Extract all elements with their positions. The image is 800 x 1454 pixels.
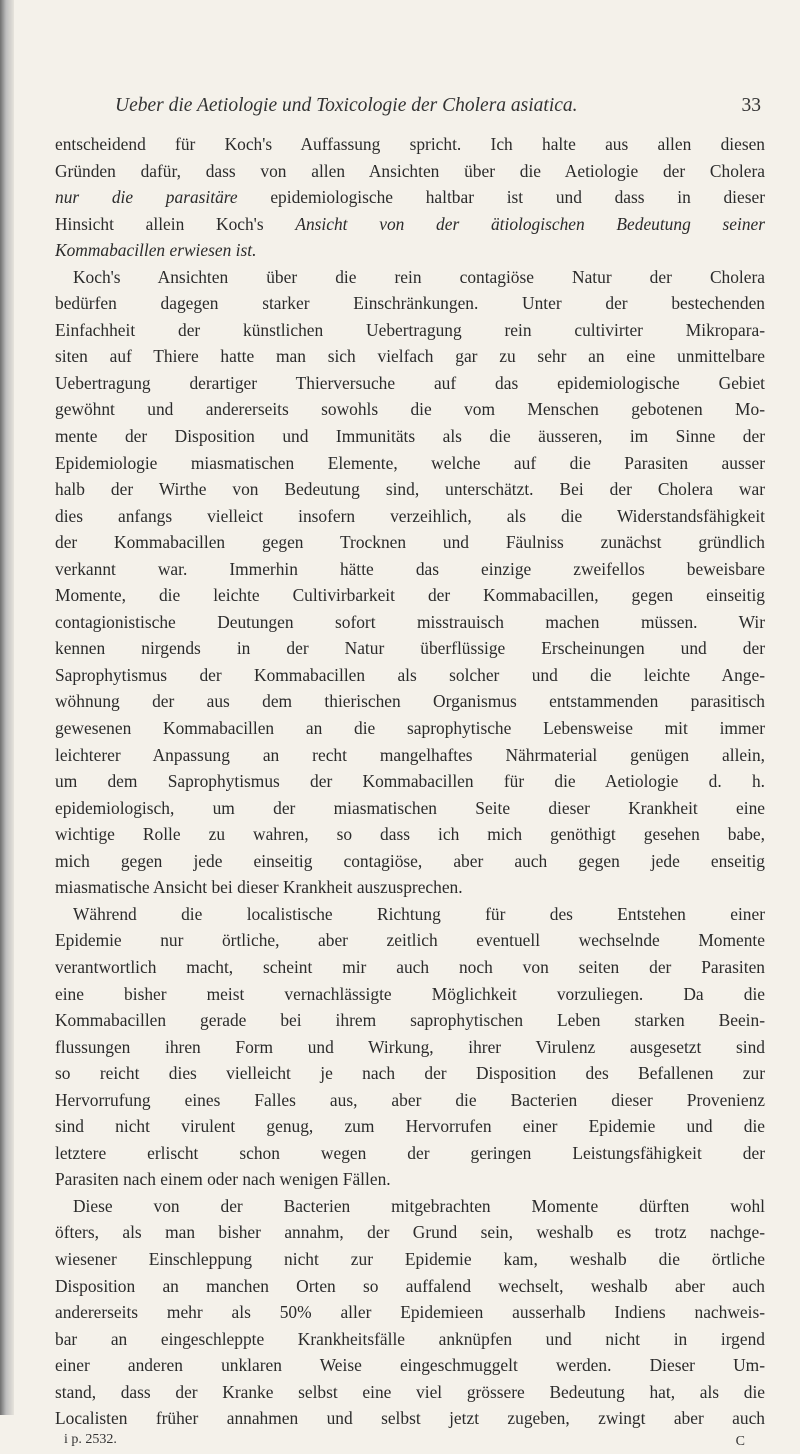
text-line: verantwortlich macht, scheint mir auch noch von seiten der Parasiten [55,956,765,977]
text-line: Hervorrufung eines Falles aus, aber die Bacterien dieser Provenienz [55,1089,765,1110]
text-line: Kommabacillen erwiesen ist. [55,240,257,261]
text-line: bar an eingeschleppte Krankheitsfälle anknüpfen und nicht in irgend [55,1328,765,1349]
binding-gutter [0,0,14,1415]
text-line: eine bisher meist vernachlässigte Möglichkeit vorzuliegen. Da die [55,983,765,1004]
text-line: nur die parasitäre epidemiologische haltbar ist und dass in dieser [55,187,765,208]
body-text [55,131,765,1432]
running-head [55,95,765,123]
text-line: sind nicht virulent genug, zum Hervorrufen einer Epidemie und die [55,1116,765,1137]
text-line: halb der Wirthe von Bedeutung sind, unterschätzt. Bei der Cholera war [55,479,765,500]
text-line: stand, dass der Kranke selbst eine viel grössere Bedeutung hat, als die [55,1381,765,1402]
text-line: Disposition an manchen Orten so auffalend wechselt, weshalb aber auch [55,1275,765,1296]
text-line: mente der Disposition und Immunitäts als die äusseren, im Sinne der [55,426,765,447]
text-line: letztere erlischt schon wegen der geringen Leistungsfähigkeit der [55,1142,765,1163]
text-line: dies anfangs vielleict insofern verzeihlich, als die Widerstandsfähigkeit [55,505,765,526]
text-line: verkannt war. Immerhin hätte das einzige zweifellos beweisbare [55,558,765,579]
text-line: entscheidend für Koch's Auffassung spricht. Ich halte aus allen diesen [55,134,765,154]
text-line: epidemiologisch, um der miasmatischen Seite dieser Krankheit eine [55,797,765,818]
text-line: siten auf Thiere hatte man sich vielfach gar zu sehr an eine unmittelbare [55,346,765,367]
page-number: 33 [741,95,761,116]
text-line: mich gegen jede einseitig contagiöse, aber auch gegen jede enseitig [55,850,765,871]
text-line: Localisten früher annahmen und selbst jetzt zugeben, zwingt aber auch [55,1408,765,1429]
text-line: Hinsicht allein Koch's Ansicht von der ätiologischen Bedeutung seiner [55,213,765,234]
text-line: Momente, die leichte Cultivirbarkeit der Kommabacillen, gegen einseitig [55,585,765,606]
text-line: Einfachheit der künstlichen Uebertragung rein cultivirter Mikropara- [55,319,765,340]
text-line: so reicht dies vielleicht je nach der Disposition des Befallenen zur [55,1063,765,1084]
text-line: contagionistische Deutungen sofort misstrauisch machen müssen. Wir [55,611,765,632]
running-head-title: Ueber die Aetiologie und Toxicologie der Cholera asiatica. [115,95,578,116]
text-line: Uebertragung derartiger Thierversuche auf das epidemiologische Gebiet [55,372,765,393]
page-footer [55,1432,765,1454]
text-line: Epidemie nur örtliche, aber zeitlich eventuell wechselnde Momente [55,930,765,951]
text-line: gewöhnt und andererseits sowohls die vom Menschen gebotenen Mo- [55,399,765,420]
text-line: bedürfen dagegen starker Einschränkungen. Unter der bestechenden [55,293,765,314]
text-line: öfters, als man bisher annahm, der Grund sein, weshalb es trotz nachge- [55,1222,765,1243]
text-line: wiesener Einschleppung nicht zur Epidemie kam, weshalb die örtliche [55,1248,765,1269]
text-line: um dem Saprophytismus der Kommabacillen für die Aetiologie d. h. [55,771,765,792]
text-line: Saprophytismus der Kommabacillen als solcher und die leichte Ange- [55,664,765,685]
text-line: leichterer Anpassung an recht mangelhaftes Nährmaterial genügen allein, [55,744,765,765]
book-page [55,95,765,1454]
signature-mark: C [735,1433,745,1449]
text-line: Parasiten nach einem oder nach wenigen Fällen. [55,1169,391,1190]
text-line: Während die localistische Richtung für des Entstehen einer [73,903,765,924]
text-line: wöhnung der aus dem thierischen Organismus entstammenden parasitisch [55,691,765,712]
text-line: Gründen dafür, dass von allen Ansichten über die Aetiologie der Cholera [55,160,765,181]
text-line: Kommabacillen gerade bei ihrem saprophytischen Leben starken Beein- [55,1010,765,1031]
footnote-reference: i p. 2532. [64,1431,117,1447]
text-line: andererseits mehr als 50% aller Epidemieen ausserhalb Indiens nachweis- [55,1302,765,1323]
text-line: einer anderen unklaren Weise eingeschmuggelt werden. Dieser Um- [55,1355,765,1376]
text-line: miasmatische Ansicht bei dieser Krankheit auszusprechen. [55,877,463,898]
text-line: Koch's Ansichten über die rein contagiöse Natur der Cholera [73,266,765,287]
text-line: flussungen ihren Form und Wirkung, ihrer Virulenz ausgesetzt sind [55,1036,765,1057]
text-line: kennen nirgends in der Natur überflüssige Erscheinungen und der [55,638,765,659]
text-line: der Kommabacillen gegen Trocknen und Fäulniss zunächst gründlich [55,532,765,553]
text-line: Diese von der Bacterien mitgebrachten Momente dürften wohl [73,1195,765,1216]
text-line: Epidemiologie miasmatischen Elemente, welche auf die Parasiten ausser [55,452,765,473]
text-line: gewesenen Kommabacillen an die saprophytische Lebensweise mit immer [55,718,765,739]
text-line: wichtige Rolle zu wahren, so dass ich mich genöthigt gesehen babe, [55,824,765,845]
